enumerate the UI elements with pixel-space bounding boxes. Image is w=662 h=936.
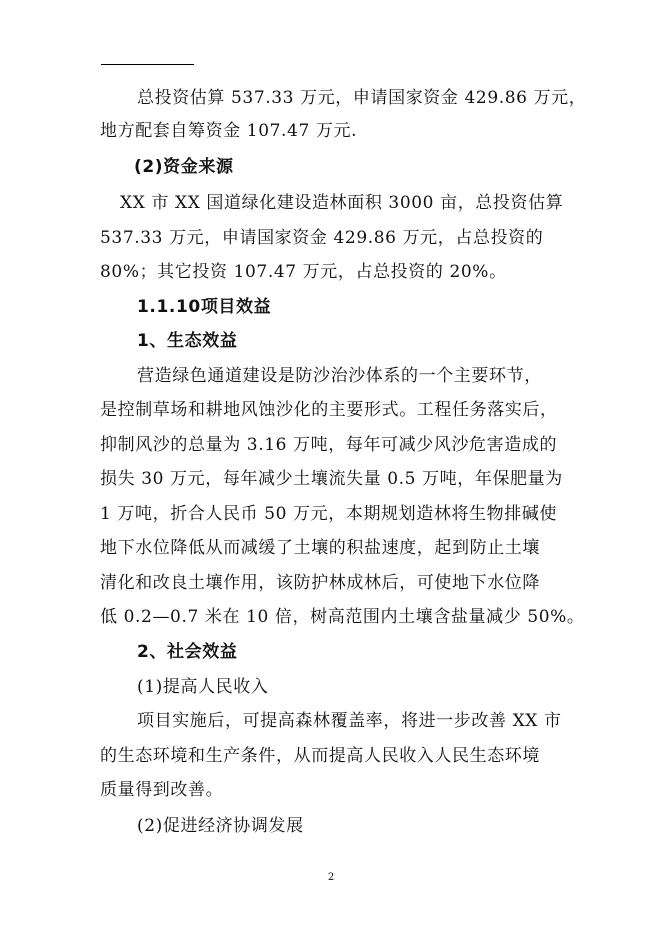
text-line: (2)促进经济协调发展 bbox=[137, 816, 304, 836]
text-line: 损失 30 万元，每年减少土壤流失量 0.5 万吨，年保肥量为 bbox=[100, 469, 563, 489]
text-line: 1 万吨，折合人民币 50 万元，本期规划造林将生物排碱使 bbox=[100, 504, 558, 524]
text-line: XX 市 XX 国道绿化建设造林面积 3000 亩，总投资估算 bbox=[120, 193, 564, 213]
text-line: 营造绿色通道建设是防沙治沙体系的一个主要环节， bbox=[137, 366, 542, 386]
text-line: 抑制风沙的总量为 3.16 万吨，每年可减少风沙危害造成的 bbox=[100, 435, 558, 455]
text-line: 质量得到改善。 bbox=[100, 780, 224, 800]
section-heading: 1、生态效益 bbox=[137, 331, 238, 351]
text-line: 总投资估算 537.33 万元，申请国家资金 429.86 万元， bbox=[137, 88, 587, 108]
text-line: 537.33 万元，申请国家资金 429.86 万元，占总投资的 bbox=[100, 228, 544, 248]
text-line: 地方配套自筹资金 107.47 万元. bbox=[100, 121, 358, 141]
text-line: 地下水位降低从而减缓了土壤的积盐速度，起到防止土壤 bbox=[100, 538, 540, 558]
section-heading: (2)资金来源 bbox=[134, 157, 234, 177]
footnote-rule bbox=[101, 64, 194, 65]
text-line: (1)提高人民收入 bbox=[137, 677, 269, 697]
text-line: 低 0.2—0.7 米在 10 倍，树高范围内土壤含盐量减少 50%。 bbox=[100, 607, 585, 627]
text-line: 项目实施后，可提高森林覆盖率，将进一步改善 XX 市 bbox=[137, 711, 562, 731]
text-line: 是控制草场和耕地风蚀沙化的主要形式。工程任务落实后， bbox=[100, 400, 558, 420]
page-number: 2 bbox=[327, 872, 335, 883]
text-line: 清化和改良土壤作用，该防护林成林后，可使地下水位降 bbox=[100, 573, 540, 593]
section-heading: 1.1.10项目效益 bbox=[137, 297, 272, 317]
section-heading: 2、社会效益 bbox=[137, 642, 238, 662]
text-line: 80%；其它投资 107.47 万元，占总投资的 20%。 bbox=[100, 262, 507, 282]
text-line: 的生态环境和生产条件，从而提高人民收入人民生态环境 bbox=[100, 746, 540, 766]
